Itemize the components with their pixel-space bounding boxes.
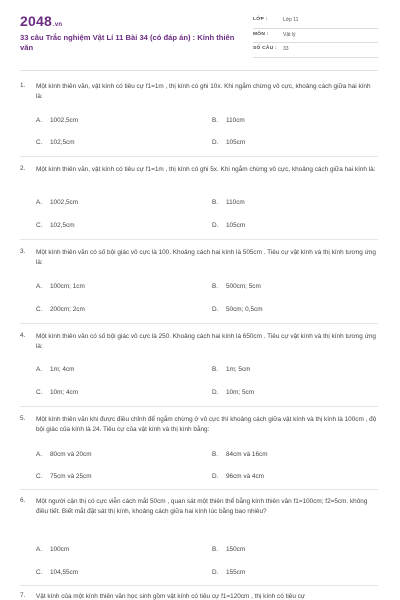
question-stem: Một kính thiên văn có số bội giác vô cực là 100. Khoảng cách hai kính là 505cm . Tiêu cự vật kính và thị kính tương ứng là: <box>36 249 376 266</box>
option-letter: B. <box>212 546 219 553</box>
question-number: 1. <box>20 82 26 89</box>
meta-row-subject <box>253 29 378 44</box>
question-number: 4. <box>20 332 26 339</box>
question-stem: Vật kính của một kính thiên văn học sinh gồm vật kính có tiêu cự f1=120cm , thị kính có tiêu cự <box>36 593 306 600</box>
option-text: 96cm và 4cm <box>226 473 265 480</box>
question-divider <box>20 323 378 324</box>
option-text: 102,5cm <box>50 222 75 229</box>
option-text: 110cm <box>226 117 245 124</box>
option-a[interactable] <box>36 451 92 458</box>
option-b[interactable] <box>212 199 245 206</box>
option-d[interactable] <box>212 389 254 396</box>
option-text: 1002,5cm <box>50 199 79 206</box>
option-text: 150cm <box>226 546 246 553</box>
option-letter: B. <box>212 283 219 290</box>
page-header <box>0 0 400 70</box>
option-d[interactable] <box>212 139 245 146</box>
option-letter: C. <box>36 306 43 313</box>
question-divider <box>20 489 378 490</box>
option-letter: D. <box>212 389 219 396</box>
meta-key: LỚP : <box>253 17 268 22</box>
question-divider <box>20 156 378 157</box>
option-letter: A. <box>36 366 43 373</box>
option-letter: B. <box>212 366 219 373</box>
option-c[interactable] <box>36 569 78 576</box>
question-divider <box>20 406 378 407</box>
option-b[interactable] <box>212 366 251 373</box>
option-letter: A. <box>36 117 43 124</box>
question-number: 6. <box>20 497 26 504</box>
option-letter: A. <box>36 199 43 206</box>
meta-value: Vật lý <box>283 31 296 38</box>
option-text: 1m; 4cm <box>50 366 75 373</box>
header-divider <box>20 70 378 71</box>
option-text: 200cm; 2cm <box>50 306 85 313</box>
meta-key: MÔN : <box>253 31 269 37</box>
option-text: 75cm và 25cm <box>50 473 92 480</box>
option-d[interactable] <box>212 569 245 576</box>
option-d[interactable] <box>212 473 264 480</box>
option-text: 102,5cm <box>50 139 75 146</box>
option-text: 105cm <box>226 139 246 146</box>
question-divider <box>20 239 378 240</box>
option-letter: B. <box>212 199 219 206</box>
option-text: 500cm; 5cm <box>226 283 261 290</box>
question-stem: Một kính thiên văn, vật kính có tiêu cự f1=1m , thị kính có ghi 10x. Khi ngắm chừng vô cực, khoảng cách giữa hai kính là: <box>36 83 371 100</box>
option-letter: C. <box>36 473 43 480</box>
question-number: 3. <box>20 248 26 255</box>
option-b[interactable] <box>212 117 245 124</box>
option-letter: D. <box>212 222 219 229</box>
option-letter: D. <box>212 139 219 146</box>
option-c[interactable] <box>36 306 85 313</box>
meta-row-count <box>253 43 378 58</box>
option-letter: C. <box>36 222 43 229</box>
meta-row-class <box>253 14 378 29</box>
option-text: 110cm <box>226 199 245 206</box>
option-letter: A. <box>36 546 43 553</box>
option-letter: A. <box>36 451 43 458</box>
question-stem: Một người cận thị có cực viễn cách mắt 50cm , quan sát một thiên thể bằng kính thiên văn f1=100cm; f2=5cm. không điều tiết. Biết mắt đặt sát thị kính, khoảng cách giữa hai kính lúc bằng bao nhiêu? <box>36 498 368 515</box>
option-d[interactable] <box>212 222 245 229</box>
option-text: 104,55cm <box>50 569 79 576</box>
option-b[interactable] <box>212 451 268 458</box>
question-number: 7. <box>20 592 26 599</box>
question-number: 2. <box>20 165 26 172</box>
question-number: 5. <box>20 415 26 422</box>
option-a[interactable] <box>36 283 85 290</box>
option-letter: D. <box>212 473 219 480</box>
option-c[interactable] <box>36 222 75 229</box>
option-c[interactable] <box>36 473 92 480</box>
option-text: 155cm <box>226 569 246 576</box>
question-stem: Một kính thiên văn, vật kính có tiêu cự f1=1m , thị kính có ghi 5x. Khi ngắm chừng vô cực, khoảng cách giữa hai kính là: <box>36 166 376 173</box>
option-text: 10m; 5cm <box>226 389 255 396</box>
meta-value: Lớp 11 <box>283 17 299 23</box>
option-text: 50cm; 0,5cm <box>226 306 263 313</box>
logo-main: 2048 <box>20 13 52 29</box>
option-text: 10m; 4cm <box>50 389 79 396</box>
meta-key: SỐ CÂU : <box>253 46 277 51</box>
option-letter: C. <box>36 569 43 576</box>
option-a[interactable] <box>36 546 69 553</box>
option-text: 84cm và 16cm <box>226 451 268 458</box>
option-b[interactable] <box>212 546 245 553</box>
question-stem: Một kính thiên văn có số bội giác vô cực là 250. Khoảng cách hai kính là 650cm . Tiêu cự vật kính và thị kính tương ứng là: <box>36 333 376 350</box>
option-text: 100cm <box>50 546 70 553</box>
option-letter: D. <box>212 569 219 576</box>
option-text: 1002,5cm <box>50 117 79 124</box>
question-stem: Một kính thiên văn khi được điều chỉnh để ngắm chừng ở vô cực thì khoảng cách giữa vật kính và thị kính là 100cm , độ bội giác của kính là 24. Tiêu cự của vật kính và thị kính bằng: <box>36 416 377 433</box>
option-letter: A. <box>36 283 43 290</box>
site-logo[interactable] <box>20 13 62 29</box>
option-a[interactable] <box>36 117 78 124</box>
option-text: 80cm và 20cm <box>50 451 92 458</box>
option-a[interactable] <box>36 366 75 373</box>
question-divider <box>20 585 378 586</box>
option-text: 100cm; 1cm <box>50 283 85 290</box>
option-b[interactable] <box>212 283 261 290</box>
meta-table <box>253 14 378 58</box>
option-letter: B. <box>212 451 219 458</box>
option-text: 105cm <box>226 222 246 229</box>
option-text: 1m; 5cm <box>226 366 251 373</box>
page-title: 33 câu Trắc nghiệm Vật Lí 11 Bài 34 (có đáp án) : Kính thiên văn <box>20 33 235 52</box>
option-d[interactable] <box>212 306 263 313</box>
logo-sub: .vn <box>52 22 63 28</box>
option-letter: C. <box>36 389 43 396</box>
option-c[interactable] <box>36 139 75 146</box>
option-letter: B. <box>212 117 219 124</box>
option-a[interactable] <box>36 199 78 206</box>
meta-value: 33 <box>283 46 289 52</box>
option-letter: C. <box>36 139 43 146</box>
option-letter: D. <box>212 306 219 313</box>
option-c[interactable] <box>36 389 78 396</box>
